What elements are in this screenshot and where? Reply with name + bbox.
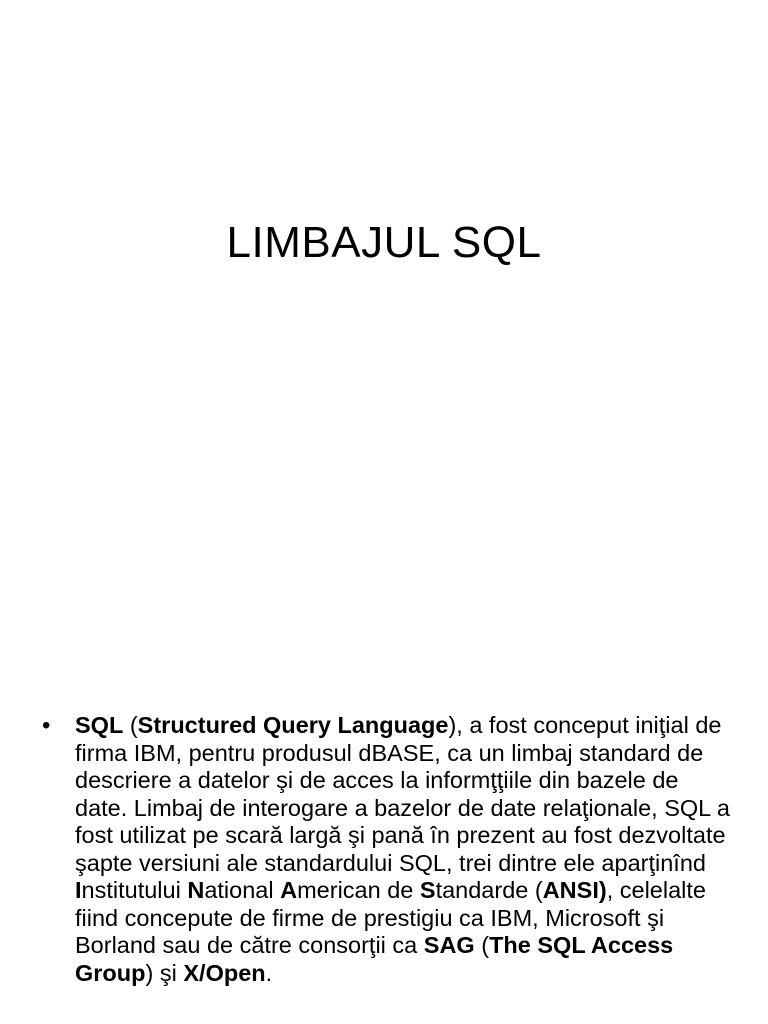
text-segment: ), a fost conceput iniţial de firma IBM, pentru produsul dBASE, ca un limbaj standard de descriere a datelor şi de acces la informţţiile din bazele de date. Limbaj de interogare a bazelor de date relaţionale, SQL a fost utilizat pe scară largă şi pană în prezent au fost dezvoltate şapte versiuni ale standardului SQL, trei dintre ele aparţinînd: [75, 712, 730, 876]
text-segment: (: [474, 932, 490, 958]
slide-title: LIMBAJUL SQL: [226, 218, 542, 267]
text-segment: N: [187, 877, 205, 903]
text-segment: SQL: [75, 712, 124, 738]
bullet-paragraph: [75, 712, 735, 987]
text-segment: , celelalte fiind concepute de firme de prestigiu ca IBM, Microsoft şi Borland sau de către consorţii ca: [75, 877, 706, 958]
text-segment: nstitutului: [81, 877, 188, 903]
text-segment: Structured Query Language: [137, 712, 449, 738]
text-segment: tandarde (: [435, 877, 543, 903]
text-segment: .: [265, 959, 273, 986]
text-segment: S: [419, 877, 436, 903]
text-segment: A: [280, 877, 298, 903]
text-segment: SAG: [423, 932, 475, 958]
text-segment: merican de: [297, 877, 420, 903]
bullet-list: [38, 712, 738, 987]
bullet-marker: •: [42, 712, 51, 739]
text-segment: The SQL Access Group: [75, 932, 674, 986]
text-segment: ANSI): [542, 877, 607, 903]
text-segment: (: [123, 712, 138, 738]
text-segment: ) şi: [145, 959, 184, 986]
text-segment: X/Open: [183, 959, 266, 986]
text-segment: ational: [204, 877, 281, 903]
text-segment: I: [75, 877, 82, 903]
